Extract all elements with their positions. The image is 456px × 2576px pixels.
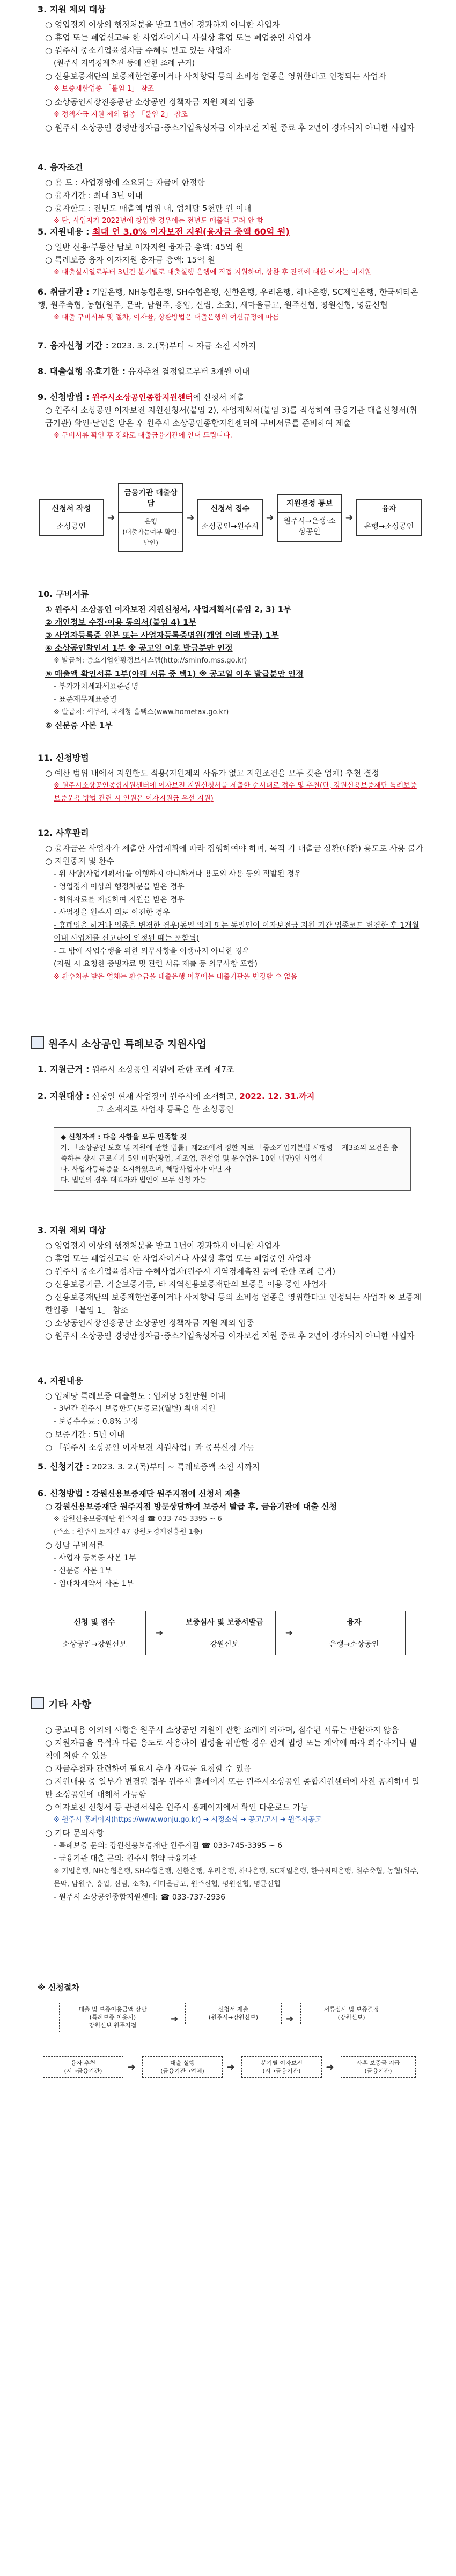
list-item: ③ 사업자등록증 원본 또는 사업자등록증명원(개업 이래 발급) 1부: [45, 630, 279, 640]
list-note: (원주시 지역경제촉진 등에 관한 조례 근거): [54, 59, 195, 68]
arrow-right-icon: ➜: [266, 512, 274, 523]
notebox-line: 다. 법인의 경우 대표자와 법인이 모두 신청 가능: [61, 1176, 207, 1184]
list-item: ○ 이자보전 신청서 등 관련서식은 원주시 홈페이지에서 확인 다운로드 가능: [45, 1802, 308, 1812]
section-documents: [38, 588, 424, 732]
list-item: ○ 「원주시 소상공인 이자보전 지원사업」과 중복신청 가능: [45, 1443, 255, 1452]
arrow-right-icon: ➜: [326, 2062, 334, 2073]
arrow-right-icon: ➜: [186, 512, 195, 523]
list-item: ○ 기타 문의사항: [45, 1828, 104, 1838]
list-sub: - 금융기관 대출 문의: 원주시 협약 금융기관: [54, 1854, 197, 1863]
section-title: 4. 지원내용: [38, 1376, 83, 1386]
list-note: ※ 환수처분 받은 업체는 환수금을 대출은행 이후에는 대출기관을 변경할 수 없음: [54, 973, 298, 981]
target-date: 2022. 12. 31.까지: [239, 1091, 315, 1101]
center-highlight: 원주시소상공인종합지원센터: [92, 392, 193, 402]
list-item: ○ 융자한도 : 전년도 매출액 범위 내, 업체당 5천만 원 이내: [45, 203, 252, 213]
list-sub: - 사업자 등록증 사본 1부: [54, 1554, 136, 1562]
list-item: ○ 소상공인시장진흥공단 소상공인 정책자금 지원 제외 업종: [45, 1318, 254, 1328]
period-text: 2023. 3. 2.(목)부터 ~ 자금 소진 시까지: [111, 341, 256, 351]
section-title: 10. 구비서류: [38, 589, 89, 599]
validity-text: 융자추천 결정일로부터 3개월 이내: [128, 367, 250, 376]
list-item: ○ 지원중지 및 환수: [45, 856, 114, 866]
list-item: ○ 융자금은 사업자가 제출한 사업계획에 따라 집행하여야 하며, 목적 기 대출금 상환(대환) 용도로 사용 불가: [45, 843, 423, 853]
notebox-line: 나. 사업자등록증을 소지하였으며, 해당사업자가 아닌 자: [61, 1166, 231, 1174]
list-item: ○ 공고내용 이외의 사항은 원주시 소상공인 지원에 관한 조례에 의하며, 접수된 서류는 반환하지 않음: [45, 1725, 399, 1735]
list-item: ④ 소상공인확인서 1부 ※ 공고일 이후 발급분만 인정: [45, 643, 233, 653]
list-item: ○ 지원내용 중 일부가 변경될 경우 원주시 홈페이지 또는 원주시소상공인 종합지원센터에 사전 공지하며 일반 소상공인에 대해서 가능함: [45, 1777, 420, 1799]
section-title: 1. 지원근거 :: [38, 1064, 90, 1074]
list-note: ※ 대출 구비서류 및 절차, 이자율, 상환방법은 대출은행의 여신규정에 따름: [54, 314, 280, 322]
flow-step: 보증심사 및 보증서발급 강원신보: [173, 1611, 276, 1655]
list-sub: - 영업정지 이상의 행정처분을 받은 경우: [54, 883, 185, 891]
list-item: ○ 영업정지 이상의 행정처분을 받고 1년이 경과하지 아니한 사업자: [45, 20, 280, 30]
section-selection: [38, 752, 424, 805]
section-title: 8. 대출실행 유효기한 :: [38, 366, 126, 376]
method-text: 에 신청서 제출: [193, 392, 245, 402]
section-method-2: [38, 1487, 424, 1590]
list-sub: - 3년간 원주시 보증한도(보증료)(월별) 최대 지원: [54, 1405, 216, 1413]
list-item: ② 개인정보 수집·이용 동의서(붙임 4) 1부: [45, 617, 196, 627]
notebox-line: ◆ 신청자격 : 다음 사항을 모두 만족할 것: [61, 1133, 187, 1141]
section-misc: [38, 1723, 424, 1904]
list-item: ○ 휴업 또는 폐업신고를 한 사업자이거나 사실상 휴업 또는 폐업중인 사업자: [45, 1254, 311, 1263]
flow-step: 신청서 작성 소상공인: [39, 499, 104, 536]
flow-step: 융자 추천 (시→금융기관): [43, 2056, 123, 2078]
square-bullet-icon: [31, 1697, 44, 1709]
arrow-right-icon: ➜: [170, 2013, 179, 2025]
list-note: ※ 발급처: 세무서, 국세청 홈택스(www.hometax.go.kr): [54, 708, 229, 716]
list-item: ○ 일반 신용·부동산 담보 이자지원 융자금 총액: 45억 원: [45, 242, 244, 252]
arrow-right-icon: ➜: [345, 512, 354, 523]
method-text: 강원신용보증재단 원주지점에 신청서 제출: [92, 1489, 240, 1498]
list-item: ○ 지원자금을 목적과 다른 용도로 사용하여 법령을 위반할 경우 관계 법령 또는 계약에 따라 회수하거나 벌칙에 처할 수 있음: [45, 1738, 417, 1760]
list-note: ※ 기업은행, NH농협은행, SH수협은행, 신한은행, 우리은행, 하나은행, SC제일은행, 한국씨티은행, 원주축협, 농협(원주, 문막, 남원주, 흥업, 신림, 소초), 새마을금고, 원주신협, 평원신협, 명륜신협: [54, 1867, 419, 1888]
section-support-content: [38, 225, 424, 279]
basis-text: 원주시 소상공인 지원에 관한 조례 제7조: [92, 1065, 234, 1074]
list-item: ○ 소상공인시장진흥공단 소상공인 정책자금 지원 제외 업종: [45, 97, 254, 107]
support-highlight: 최대 연 3.0% 이자보전 지원(융자금 총액 60억 원): [92, 227, 290, 237]
list-item: ○ 특례보증 융자 이자지원 융자금 총액: 15억 원: [45, 255, 215, 265]
process-flow-2: [43, 1611, 406, 1655]
process-flow: [39, 483, 422, 552]
section-validity: [38, 365, 424, 378]
list-item: ⑤ 매출액 확인서류 1부(아래 서류 중 택1) ※ 공고일 이후 발급분만 인정: [45, 669, 304, 679]
flow-step: 대출 실행 (금융기관→업체): [142, 2056, 223, 2078]
arrow-right-icon: ➜: [127, 2062, 136, 2073]
list-item: ○ 원주시 소상공인 경영안정자금·중소기업육성자금 이자보전 지원 종료 후 2년이 경과되지 아니한 사업자: [45, 1331, 415, 1341]
list-note: ※ 정책자금 지원 제외 업종 「붙임 2」 참조: [54, 111, 188, 119]
list-note: ※ 원주시소상공인종합지원센터에 이자보전 지원신청서를 제출한 순서대로 접수 및 추천(단, 강원신용보증재단 특례보증 보증운용 방법 관련 시 인원은 이자지원금 우선 지원): [54, 782, 417, 803]
section-title: 9. 신청방법 :: [38, 392, 90, 402]
list-sub: - 휴폐업을 하거나 업종을 변경한 경우(동일 업체 또는 동일인이 이자보전금 지원 기간 업종코드 변경한 후 1개월 이내 사업체를 신고하여 인정된 때는 포함됨): [54, 921, 420, 943]
section-title: 5. 지원내용 :: [38, 227, 90, 237]
flow-step: 금융기관 대출상담 은행 (대출가능여부 확인·날인): [118, 483, 183, 552]
section-title: 3. 지원 제외 대상: [38, 1225, 106, 1235]
list-note: (주소 : 원주시 토지길 47 강원도경제진흥원 1층): [54, 1528, 203, 1536]
list-item: ① 원주시 소상공인 이자보전 지원신청서, 사업계획서(붙임 2, 3) 1부: [45, 605, 291, 614]
list-item: ○ 원주시 소상공인 경영안정자금·중소기업육성자금 이자보전 지원 종료 후 2년이 경과되지 아니한 사업자: [45, 123, 415, 133]
list-item: ○ 영업정지 이상의 행정처분을 받고 1년이 경과하지 아니한 사업자: [45, 1241, 280, 1250]
section-support-2: [38, 1374, 424, 1454]
flow-step: 신청서 접수 소상공인→원주시: [197, 499, 263, 536]
institutions-text: 기업은행, NH농협은행, SH수협은행, 신한은행, 우리은행, 하나은행, SC제일은행, 한국씨티은행, 원주축협, 농협(원주, 문막, 남원주, 흥업, 신림, 소초), 새마을금고, 원주신협, 평원신협, 명륜신협: [38, 287, 418, 310]
section-title: 4. 융자조건: [38, 162, 83, 172]
flow-step: 사후 보증금 지급 (금융기관): [341, 2056, 416, 2078]
section-application-period: [38, 339, 424, 352]
square-bullet-icon: [31, 1036, 44, 1049]
flow-step: 대출 및 보증이용금액 상담 (특례보증 이용시) 강원신보 원주지점: [59, 2003, 166, 2032]
notebox-line: 가. 「소상공인 보호 및 지원에 관한 법률」제2조에서 정한 자로 「중소기업기본법 시행령」 제3조의 요건을 충족하는 상시 근로자가 5인 미만(광업, 제조업, 건설업 및 운수업은 10인 미만)인 사업자: [61, 1144, 398, 1163]
section-aftercare: [38, 827, 424, 984]
section-institutions: [38, 286, 424, 324]
section-title: 5. 신청기간 :: [38, 1461, 90, 1472]
section-exclusions: [38, 3, 424, 134]
list-note: ※ 강원신용보증재단 원주지점 ☎ 033-745-3395 ~ 6: [54, 1515, 222, 1523]
list-item: ○ 휴업 또는 폐업신고를 한 사업자이거나 사실상 휴업 또는 폐업중인 사업자: [45, 33, 311, 42]
section-period-2: [38, 1460, 424, 1473]
list-note: ※ 발급처: 중소기업현황정보시스템(http://sminfo.mss.go.kr): [54, 657, 247, 665]
part-title: 기타 사항: [31, 1697, 91, 1711]
list-item: ○ 예산 범위 내에서 지원한도 적용(지원제외 사유가 없고 지원조건을 모두 갖춘 업체) 추천 결정: [45, 768, 379, 778]
section-basis: [38, 1063, 424, 1076]
homepage-link[interactable]: ※ 원주시 홈페이지(https://www.wonju.go.kr) ➜ 시정소식 ➜ 공고/고시 ➜ 원주시공고: [54, 1816, 322, 1824]
flow-step: 지원결정 통보 원주시→은행·소상공인: [277, 494, 342, 542]
list-item: ○ 신용보증재단의 보증제한업종이거나 사치향락 등의 소비성 업종을 영위한다고 인정되는 사업자: [45, 71, 386, 81]
flow3-label: ※ 신청절차: [38, 1983, 79, 1992]
list-sub: - 특례보증 문의: 강원신용보증재단 원주지점 ☎ 033-745-3395 ~ 6: [54, 1842, 283, 1850]
list-sub: - 사업장을 원주시 외로 이전한 경우: [54, 908, 170, 917]
flow-step: 서류심사 및 보증결정 (강원신보): [300, 2003, 402, 2024]
section-exclusions-2: [38, 1224, 424, 1342]
section-title: 7. 융자신청 기간 :: [38, 340, 109, 351]
list-item: ○ 신용보증재단의 보증제한업종이거나 사치향락 등의 소비성 업종을 영위한다고 인정되는 사업자 ※ 보증제한업종 「붙임 1」 참조: [45, 1292, 422, 1315]
list-sub: - 위 사항(사업계획서)을 이행하지 아니하거나 용도외 사용 등의 적발된 경우: [54, 870, 301, 878]
section-title: 2. 지원대상 :: [38, 1091, 90, 1101]
flow-step: 융자 은행→소상공인: [303, 1611, 406, 1655]
list-sub: - 표준재무제표증명: [54, 695, 117, 704]
section-title: 3. 지원 제외 대상: [38, 4, 106, 14]
list-item: ○ 원주시 중소기업육성자금 수혜를 받고 있는 사업자: [45, 46, 231, 55]
flow-step: 융자 은행→소상공인: [356, 499, 422, 536]
list-item: ○ 자금추천과 관련하여 필요시 추가 자료를 요청할 수 있음: [45, 1764, 252, 1773]
list-sub: - 임대차계약서 사본 1부: [54, 1580, 134, 1588]
section-target: [38, 1090, 424, 1116]
arrow-right-icon: ➜: [107, 512, 115, 523]
section-title: 6. 신청방법 :: [38, 1488, 90, 1498]
list-note: ※ 대출실시일로부터 3년간 분기별로 대출실행 은행에 직접 지원하며, 상환 후 잔액에 대한 이자는 미지원: [54, 268, 371, 276]
list-note: ※ 단, 사업자가 2022년에 창업한 경우에는 전년도 매출액 고려 안 함: [54, 217, 263, 225]
list-sub: - 신분증 사본 1부: [54, 1567, 112, 1575]
section-title: 12. 사후관리: [38, 828, 89, 838]
list-sub: - 보증수수료 : 0.8% 고정: [54, 1417, 138, 1426]
part-title: 원주시 소상공인 특례보증 지원사업: [31, 1036, 207, 1051]
arrow-right-icon: ➜: [155, 1627, 164, 1639]
section-loan-terms: [38, 161, 424, 228]
list-item: ○ 보증기간 : 5년 이내: [45, 1430, 125, 1439]
arrow-right-icon: ➜: [285, 2013, 294, 2025]
list-item: ○ 융자기간 : 최대 3년 이내: [45, 191, 143, 200]
section-application-method: [38, 391, 424, 442]
list-note: ※ 구비서류 확인 후 전화로 대출금융기관에 안내 드립니다.: [54, 432, 232, 440]
list-item: ⑥ 신분증 사본 1부: [45, 721, 113, 730]
arrow-right-icon: ➜: [285, 1627, 293, 1639]
target-text: 신청일 현재 사업장이 원주시에 소재하고,: [92, 1091, 237, 1101]
list-item: ○ 신용보증기금, 기술보증기금, 타 지역신용보증재단의 보증을 이용 중인 사업자: [45, 1279, 327, 1289]
period-text: 2023. 3. 2.(목)부터 ~ 특례보증액 소진 시까지: [92, 1462, 260, 1472]
list-item: ○ 원주시 중소기업육성자금 수혜사업자(원주시 지역경제촉진 등에 관한 조례 근거): [45, 1267, 336, 1276]
list-item: ○ 강원신용보증재단 원주지점 방문상담하여 보증서 발급 후, 금융기관에 대출 신청: [45, 1502, 337, 1511]
list-sub: - 그 밖에 사업수행을 위한 의무사항을 이행하지 아니한 경우: [54, 947, 250, 956]
section-title: 11. 신청방법: [38, 753, 89, 763]
list-sub: - 부가가치세과세표준증명: [54, 682, 139, 691]
list-sub: (지원 시 요청한 증빙자료 및 관련 서류 제출 등 의무사항 포함): [54, 960, 258, 969]
list-item: ○ 용 도 : 사업경영에 소요되는 자금에 한정함: [45, 178, 205, 187]
list-sub: - 허위자료를 제출하여 지원을 받은 경우: [54, 896, 185, 904]
list-item: ○ 원주시 소상공인 이자보전 지원신청서(붙임 2), 사업계획서(붙임 3)를 작성하여 금융기관 대출신청서(취급기관) 확인·날인을 받은 후 원주시 소상공인종합지원센터에 구비서류를 준비하여 제출: [45, 405, 417, 428]
list-item: ○ 업체당 특례보증 대출한도 : 업체당 5천만원 이내: [45, 1391, 226, 1401]
eligibility-box: [54, 1127, 411, 1191]
list-item: ○ 상담 구비서류: [45, 1540, 104, 1550]
flow-step: 신청 및 접수 소상공인→강원신보: [43, 1611, 146, 1655]
flow-step: 신청서 제출 (원주시→강원신보): [185, 2003, 282, 2024]
target-text-2: 그 소재지로 사업자 등록을 한 소상공인: [97, 1104, 234, 1114]
flow-step: 분기별 이자보전 (시→금융기관): [241, 2056, 322, 2078]
arrow-right-icon: ➜: [226, 2062, 235, 2073]
list-sub: - 원주시 소상공인종합지원센터: ☎ 033-737-2936: [54, 1893, 225, 1902]
section-title: 6. 취급기관 :: [38, 287, 90, 297]
list-note: ※ 보증제한업종 「붙임 1」 참조: [54, 85, 155, 93]
